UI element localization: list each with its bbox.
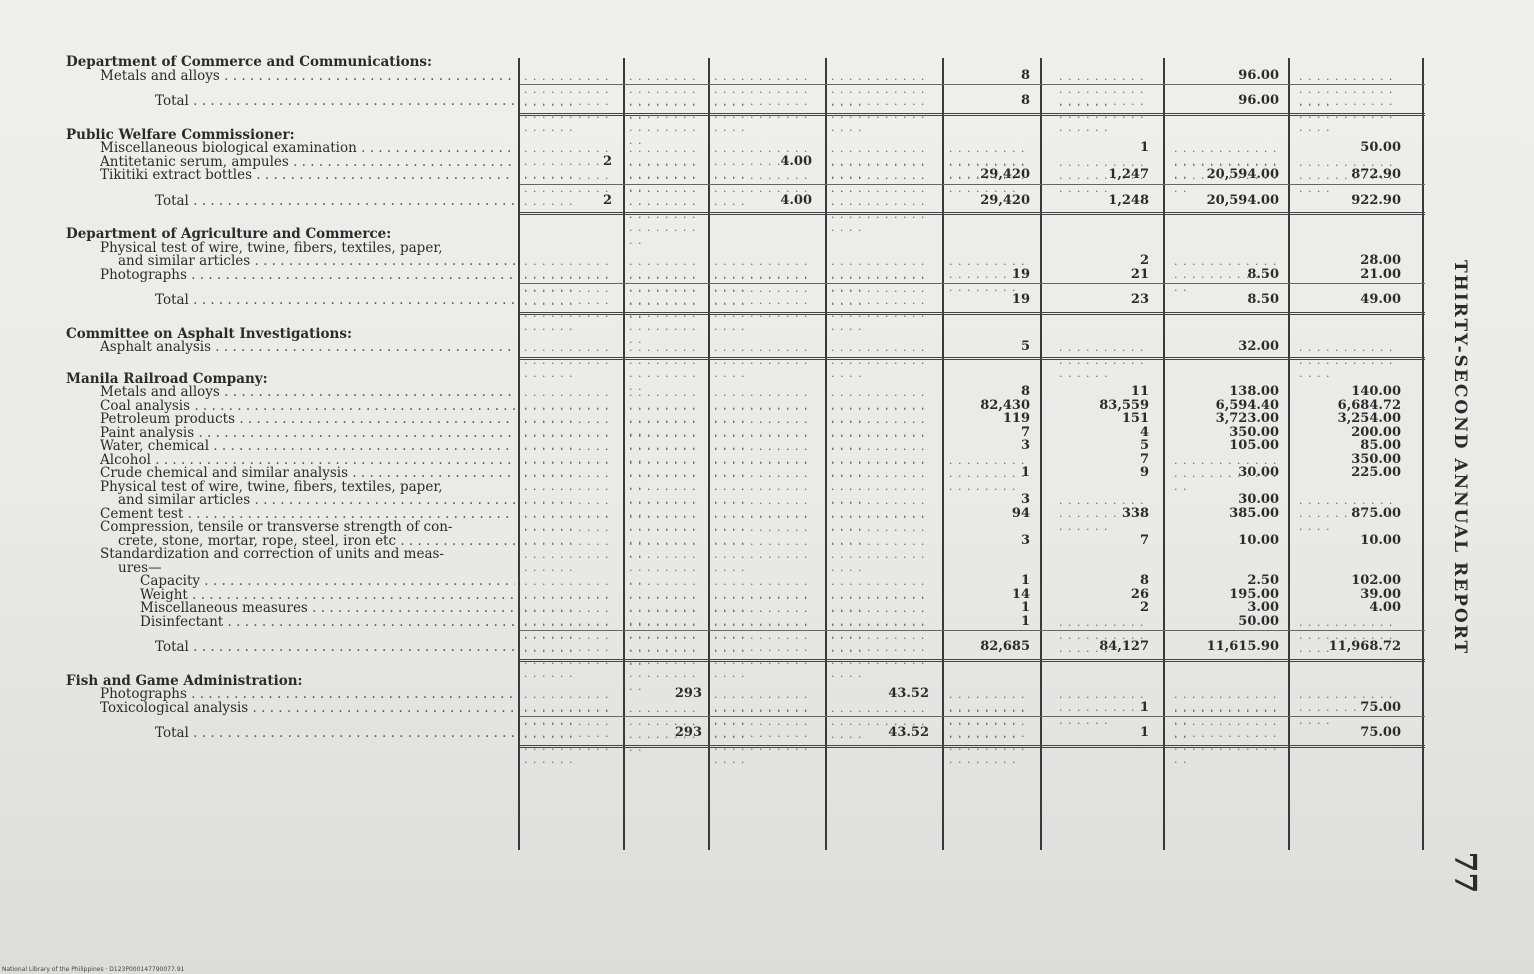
table-cell: 7 (1139, 451, 1149, 467)
table-cell: 32.00 (1238, 339, 1279, 354)
table-cell: 105.00 (1229, 438, 1279, 453)
table-cell: 2.50 (1247, 573, 1279, 588)
table-cell: 21.00 (1360, 266, 1401, 282)
table-cell: 29,420 (980, 192, 1030, 208)
table-cell: 875.00 (1351, 505, 1401, 521)
table-cell: 30.00 (1238, 492, 1279, 507)
table-cell: 43.52 (888, 725, 929, 740)
table-cell: 350.00 (1351, 451, 1401, 467)
section-rule (520, 312, 1425, 315)
row-label: Metals and alloys . . . (100, 68, 515, 84)
table-cell: 19 (1011, 292, 1030, 307)
section-heading: Department of Agriculture and Commerce: (66, 226, 392, 242)
table-cell: 96.00 (1238, 93, 1279, 108)
section-rule (520, 113, 1425, 116)
table-cell: 5 (1020, 339, 1030, 354)
table-cell: 11,615.90 (1206, 639, 1279, 654)
row-label: crete, stone, mortar, rope, steel, iron etc . . . (118, 533, 515, 549)
table-cell: 43.52 (888, 686, 929, 701)
table-cell: 350.00 (1229, 424, 1279, 440)
table-cell: 8 (1020, 93, 1030, 108)
table-cell: 1 (1020, 465, 1030, 480)
table-cell: 1 (1139, 140, 1149, 155)
table-cell: 3,254.00 (1337, 411, 1401, 426)
row-label: Photographs . . . (100, 686, 515, 702)
section-rule (520, 659, 1425, 662)
row-label: Compression, tensile or transverse strength of con- (100, 519, 453, 535)
table-cell: 8 (1139, 573, 1149, 588)
table-cell: 4 (1139, 424, 1149, 440)
running-title: THIRTY-SECOND ANNUAL REPORT (1450, 260, 1470, 656)
row-label: Physical test of wire, twine, fibers, textiles, paper, (100, 239, 443, 256)
table-cell: 119 (1002, 411, 1030, 426)
table-cell: 11 (1130, 384, 1149, 399)
table-cell: 1,247 (1108, 167, 1149, 182)
page-number: 77 (1447, 851, 1483, 894)
table-cell: 6,594.40 (1215, 397, 1279, 413)
row-label: Tikitiki extract bottles . . . (100, 167, 515, 183)
table-cell: 1 (1139, 725, 1149, 740)
row-label: Coal analysis . . . (100, 398, 515, 414)
table-cell: 39.00 (1360, 586, 1401, 602)
table-cell: 10.00 (1238, 532, 1279, 548)
table-cell: 4.00 (780, 153, 812, 169)
dot-leader (714, 535, 812, 574)
table-cell: 28.00 (1360, 253, 1401, 268)
table-cell: 3 (1020, 438, 1030, 453)
table-cell: 4.00 (1369, 600, 1401, 615)
table-cell: 200.00 (1351, 424, 1401, 440)
table-cell: 20,594.00 (1206, 192, 1279, 208)
dot-leader (629, 95, 702, 147)
column-divider (1163, 58, 1165, 850)
section-heading: Department of Commerce and Communications: (66, 54, 433, 70)
table-cell: 23 (1130, 292, 1149, 307)
column-divider (825, 58, 827, 850)
total-label: Total . . . (155, 725, 515, 741)
subtotal-rule (520, 630, 1425, 631)
row-label: Capacity . . . (140, 573, 515, 589)
section-heading: Public Welfare Commissioner: (66, 126, 295, 143)
row-label: Metals and alloys . . . (100, 384, 515, 400)
table-cell: 151 (1121, 411, 1149, 426)
column-divider (518, 58, 520, 850)
table-cell: 7 (1139, 532, 1149, 548)
table-cell: 96.00 (1238, 67, 1279, 83)
section-rule (520, 357, 1425, 360)
dot-leader (831, 535, 929, 574)
table-cell: 30.00 (1238, 465, 1279, 480)
total-label: Total . . . (155, 93, 515, 109)
table-cell: 2 (602, 153, 612, 169)
table-cell: 75.00 (1360, 699, 1401, 715)
table-cell: 1,248 (1108, 192, 1149, 208)
table-cell: 19 (1011, 266, 1030, 282)
table-cell: 94 (1011, 505, 1030, 521)
table-cell: 140.00 (1351, 384, 1401, 399)
table-cell: 85.00 (1360, 438, 1401, 453)
table-cell: 84,127 (1099, 639, 1149, 654)
total-label: Total . . . (155, 292, 515, 308)
dot-leader (831, 341, 929, 380)
dot-leader (1059, 341, 1149, 380)
table-cell: 26 (1130, 586, 1149, 602)
table-cell: 8.50 (1247, 266, 1279, 282)
subtotal-rule (520, 84, 1425, 85)
table-cell: 3.00 (1247, 600, 1279, 615)
row-label: Paint analysis . . . (100, 425, 515, 441)
dot-leader (629, 195, 702, 247)
table-cell: 21 (1130, 266, 1149, 282)
section-heading: Fish and Game Administration: (66, 672, 303, 689)
column-divider (1040, 58, 1042, 850)
table-cell: 1 (1020, 573, 1030, 588)
dot-leader (714, 341, 812, 380)
table-cell: 4.00 (780, 192, 812, 208)
table-cell: 49.00 (1360, 292, 1401, 307)
table-cell: 1 (1020, 613, 1030, 629)
row-label: Physical test of wire, twine, fibers, textiles, paper, (100, 478, 443, 495)
row-label: Cement test . . . (100, 506, 515, 522)
table-cell: 14 (1011, 586, 1030, 602)
table-cell: 10.00 (1360, 532, 1401, 548)
subtotal-rule (520, 716, 1425, 717)
total-label: Total . . . (155, 639, 515, 655)
table-cell: 1 (1020, 600, 1030, 615)
table-cell: 50.00 (1238, 613, 1279, 629)
column-divider (708, 58, 710, 850)
row-label: Asphalt analysis . . . (100, 339, 515, 355)
table-cell: 102.00 (1351, 573, 1401, 588)
table-cell: 50.00 (1360, 140, 1401, 155)
table-cell: 293 (674, 686, 702, 701)
row-label: Water, chemical . . . (100, 438, 515, 454)
row-label: Standardization and correction of units and meas- (100, 546, 444, 562)
row-label: Miscellaneous biological examination . . . (100, 140, 515, 156)
row-label: Petroleum products . . . (100, 411, 515, 427)
table-cell: 9 (1139, 465, 1149, 480)
column-divider (942, 58, 944, 850)
subtotal-rule (520, 184, 1425, 185)
table-cell: 7 (1020, 424, 1030, 440)
row-label: Miscellaneous measures . . . (140, 600, 515, 616)
subtotal-rule (520, 283, 1425, 284)
dot-leader (629, 294, 702, 346)
table-cell: 3 (1020, 532, 1030, 548)
table-cell: 11,968.72 (1328, 639, 1401, 654)
table-cell: 8.50 (1247, 292, 1279, 307)
row-label: and similar articles . . . (118, 253, 515, 269)
dot-leader (524, 341, 612, 380)
table-cell: 922.90 (1351, 192, 1401, 208)
row-label: Toxicological analysis . . . (100, 700, 515, 716)
section-heading: Manila Railroad Company: (66, 370, 268, 387)
section-rule (520, 745, 1425, 748)
table-cell: 20,594.00 (1206, 167, 1279, 182)
section-heading: Committee on Asphalt Investigations: (66, 325, 352, 342)
table-cell: 8 (1020, 384, 1030, 399)
table-cell: 293 (674, 725, 702, 740)
table-cell: 138.00 (1229, 384, 1279, 399)
table-cell: 6,684.72 (1337, 397, 1401, 413)
row-label: Antitetanic serum, ampules . . . (100, 154, 515, 170)
dot-leader (524, 535, 612, 574)
table-cell: 3 (1020, 492, 1030, 507)
table-cell: 8 (1020, 67, 1030, 83)
section-rule (520, 212, 1425, 215)
row-label: Disinfectant . . . (140, 614, 515, 630)
table-cell: 75.00 (1360, 725, 1401, 740)
row-label: Photographs . . . (100, 267, 515, 283)
table-cell: 3,723.00 (1215, 411, 1279, 426)
table-cell: 195.00 (1229, 586, 1279, 602)
column-divider (623, 58, 625, 850)
row-label: Crude chemical and similar analysis . . . (100, 465, 515, 481)
table-cell: 82,430 (980, 397, 1030, 413)
table-cell: 1 (1139, 699, 1149, 715)
table-cell: 2 (1139, 253, 1149, 268)
table-cell: 2 (1139, 600, 1149, 615)
table-cell: 82,685 (980, 639, 1030, 654)
row-label: Weight . . . (140, 587, 515, 603)
table-cell: 5 (1139, 438, 1149, 453)
row-label: ures— (118, 559, 162, 576)
column-divider (1422, 58, 1424, 850)
table-cell: 338 (1121, 505, 1149, 521)
table-cell: 2 (602, 192, 612, 208)
row-label: Alcohol . . . (100, 452, 515, 468)
table-cell: 225.00 (1351, 465, 1401, 480)
table-cell: 83,559 (1099, 397, 1149, 413)
footer-credit: National Library of the Philippines · D123P000147790077.91 (2, 966, 185, 973)
table-cell: 29,420 (980, 167, 1030, 182)
dot-leader (1299, 341, 1401, 380)
total-label: Total . . . (155, 193, 515, 209)
table-cell: 385.00 (1229, 505, 1279, 521)
row-label: and similar articles . . . (118, 492, 515, 508)
table-cell: 872.90 (1351, 167, 1401, 182)
column-divider (1288, 58, 1290, 850)
